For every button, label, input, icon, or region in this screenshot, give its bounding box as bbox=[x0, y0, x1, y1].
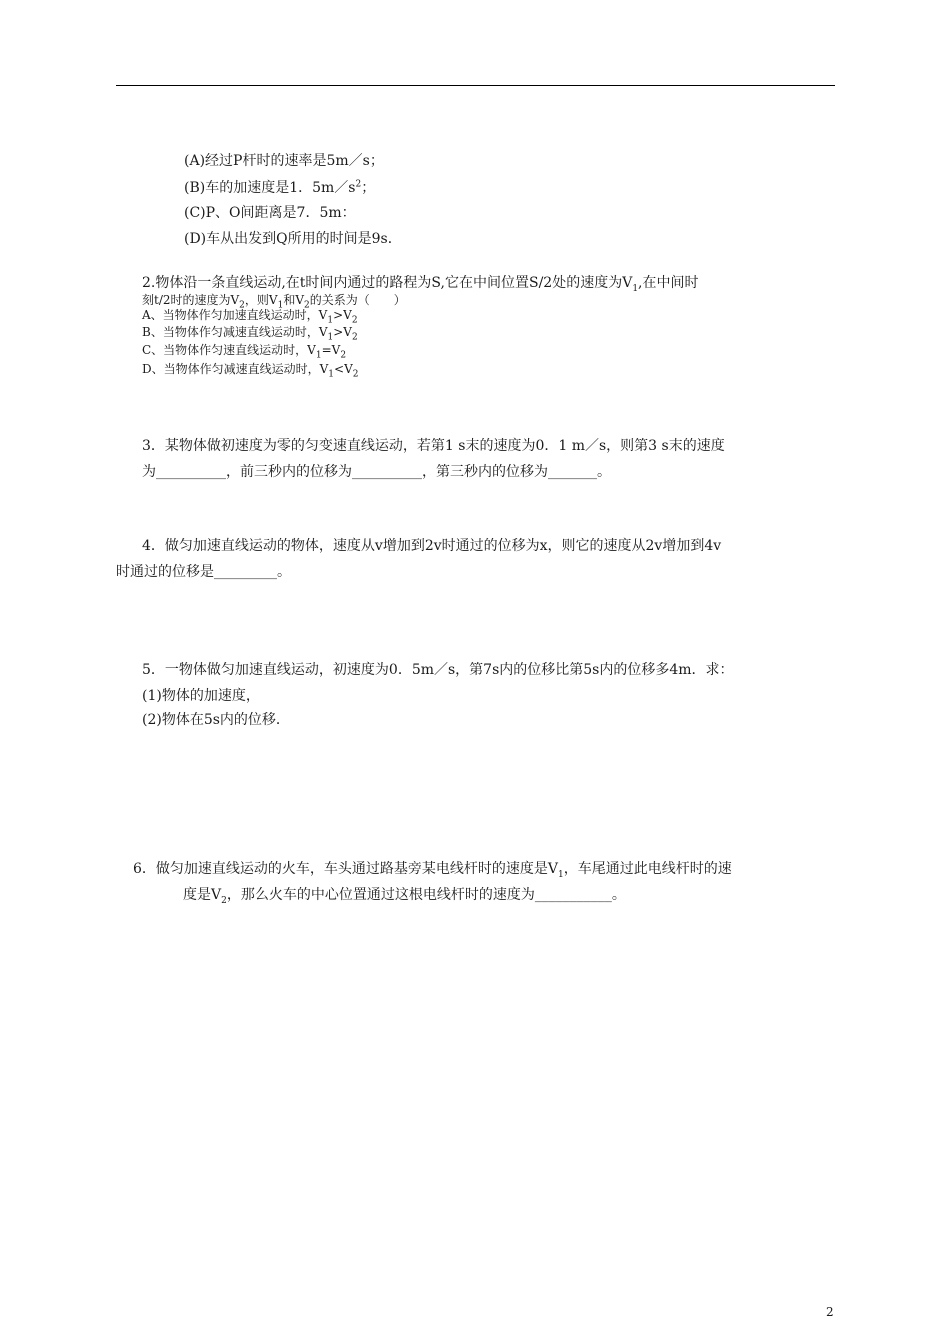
q3-line1: 3．某物体做初速度为零的匀变速直线运动，若第1 s末的速度为0．1 m／s，则第3 s末的速度 bbox=[142, 438, 725, 454]
q2-option-b: B、当物体作匀减速直线运动时，$V_1>V_2$ bbox=[142, 325, 358, 343]
q5-line3: (2)物体在5s内的位移． bbox=[142, 712, 290, 728]
q2-option-c: C、当物体作匀速直线运动时，$V_1=V_2$ bbox=[142, 343, 347, 361]
q6-line1: 6．做匀加速直线运动的火车，车头通过路基旁某电线杆时的速度是$V_1$，车尾通过此电线杆时的速 bbox=[133, 861, 732, 880]
q2-option-a: A、当物体作匀加速直线运动时，$V_1>V_2$ bbox=[142, 308, 358, 326]
q5-line1: 5．一物体做匀加速直线运动，初速度为0．5m／s，第7s内的位移比第5s内的位移多4m．求： bbox=[142, 662, 734, 678]
q4-line2: 时通过的位移是_________。 bbox=[116, 564, 291, 580]
header-rule bbox=[116, 85, 835, 86]
q1-option-d: (D)车从出发到Q所用的时间是9s． bbox=[184, 231, 402, 247]
q2-option-d: D、当物体作匀减速直线运动时，$V_1<V_2$ bbox=[142, 362, 359, 380]
q4-line1: 4．做匀加速直线运动的物体，速度从v增加到2v时通过的位移为x，则它的速度从2v增加到4v bbox=[142, 538, 722, 554]
q3-line2: 为__________，前三秒内的位移为__________，第三秒内的位移为_______。 bbox=[142, 464, 611, 480]
q2-line2: 刻t/2时的速度为$V_2$，则$V_1$和$V_2$的关系为（ ） bbox=[142, 293, 406, 311]
q1-option-b: (B)车的加速度是1．$5m/s^2$； bbox=[184, 179, 376, 196]
q1-option-a: (A)经过P杆时的速率是5m／s； bbox=[184, 153, 384, 169]
q2-line1: 2.物体沿一条直线运动,在t时间内通过的路程为S,它在中间位置S/2处的速度为$V_1$,在中间时 bbox=[142, 275, 699, 294]
q5-line2: (1)物体的加速度， bbox=[142, 688, 260, 704]
q6-line2: 度是$V_2$，那么火车的中心位置通过这根电线杆时的速度为___________。 bbox=[183, 887, 626, 906]
page-number: 2 bbox=[826, 1305, 834, 1319]
q1-option-c: (C)P、O间距离是7．5m： bbox=[184, 205, 356, 221]
